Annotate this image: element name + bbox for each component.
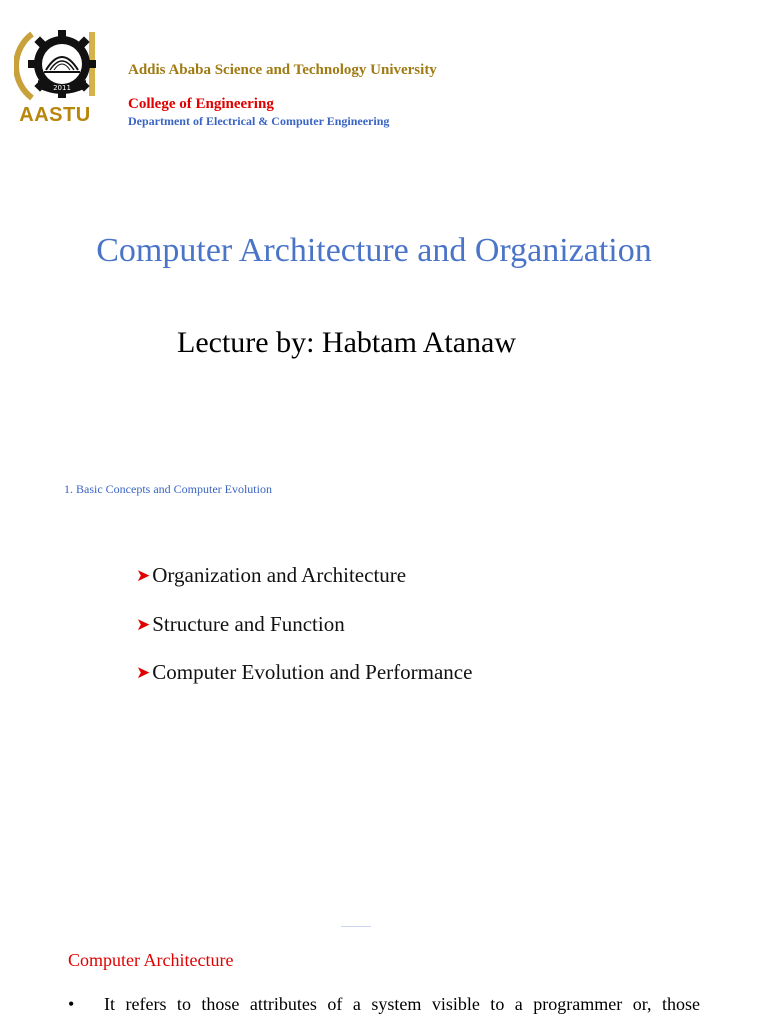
bullet-dot-icon: •: [68, 994, 75, 1014]
gear-seal-icon: [14, 26, 110, 106]
bullet-item: [68, 994, 700, 1015]
topic-item: [136, 612, 472, 661]
topic-item: [136, 563, 472, 612]
topic-item: [136, 660, 472, 709]
logo-wordmark: AASTU: [19, 104, 91, 126]
topic-label: Structure and Function: [152, 611, 345, 636]
topic-label: Organization and Architecture: [152, 563, 407, 587]
red-arrow-bullet-icon: ➤: [136, 566, 151, 586]
red-arrow-bullet-icon: ➤: [136, 663, 151, 683]
seal-year: 2011: [53, 84, 71, 92]
red-arrow-bullet-icon: ➤: [136, 614, 151, 635]
college-name: College of Engineering: [128, 96, 274, 112]
section-label: 1. Basic Concepts and Computer Evolution: [64, 482, 272, 496]
university-name: Addis Ababa Science and Technology University: [128, 62, 437, 78]
topic-list: [136, 563, 472, 709]
lecturer-line: Lecture by: Habtam Atanaw: [177, 326, 517, 359]
footer-divider: [341, 926, 371, 927]
bullet-text: It refers to those attributes of a system visible to a programmer or, those: [104, 994, 700, 1014]
section-heading: Computer Architecture: [68, 950, 234, 970]
topic-label: Computer Evolution and Performance: [152, 660, 473, 684]
department-name: Department of Electrical & Computer Engineering: [128, 114, 390, 128]
page-title: Computer Architecture and Organization: [96, 232, 652, 269]
